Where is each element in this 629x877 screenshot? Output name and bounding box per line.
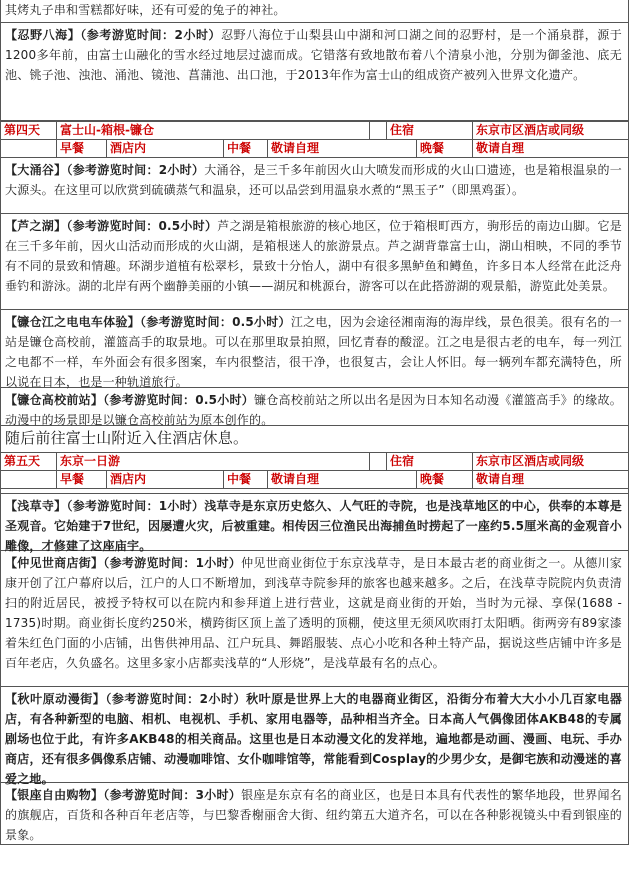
blank-cell [1,470,57,488]
section-ginza [0,783,629,845]
lunch-label: 中餐 [224,139,268,157]
section-title: 【秋叶原动漫街】（参考游览时间：2小时） [5,692,247,706]
breakfast-value: 酒店内 [107,470,224,488]
section-oshino-hakkai [0,23,629,121]
lunch-value: 敬请自理 [268,139,417,157]
section-akihabara [0,687,629,786]
intro-tail: 其烤丸子串和雪糕都好味，还有可爱的兔子的神社。 [0,0,629,23]
section-body: 银座是东京有名的商业区，也是日本具有代表性的繁华地段，世界闻名的旗舰店，百货和各种百年老店等，与巴黎香榭丽舍大街、纽约第五大道齐名，可以在各种影视镜头中看到银座的景象。 [5,788,623,842]
breakfast-value: 酒店内 [107,139,224,157]
spacer [370,122,387,139]
stay-value: 东京市区酒店或同级 [473,453,629,470]
dinner-value: 敬请自理 [473,470,629,488]
section-body: 浅草寺是东京历史悠久、人气旺的寺院，也是浅草地区的中心，供奉的本尊是圣观音。它始建于7世纪，因屡遭火灾，后被重建。相传因三位渔民出海捕鱼时捞起了一座约5.5厘米高的金观音小雕像，才修建了这座庙宇。 [5,499,622,553]
dinner-label: 晚餐 [417,470,473,488]
dinner-value: 敬请自理 [473,139,629,157]
day-label: 第四天 [1,122,57,139]
day-label: 第五天 [1,453,57,470]
section-title: 【芦之湖】（参考游览时间：0.5小时） [5,219,218,233]
section-kamakura-koko-mae [0,388,629,426]
day-5-header [0,452,629,489]
section-body: 大涌谷，是三千多年前因火山大喷发而形成的火山口遗迹，也是箱根温泉的一大源头。在这里可以欣赏到硫磺蒸气和温泉，还可以品尝到用温泉水煮的“黑玉子”（即黑鸡蛋）。 [5,163,622,197]
section-title: 【银座自由购物】（参考游览时间：3小时） [5,788,242,802]
section-title: 【大涌谷】（参考游览时间：2小时） [5,163,205,177]
section-title: 【仲见世商店街】（参考游览时间：1小时） [5,556,242,570]
section-body: 芦之湖是箱根旅游的核心地区，位于箱根町西方，驹形岳的南边山脚。它是在三千多年前，因火山活动而形成的火山湖，是箱根迷人的旅游景点。芦之湖背靠富士山，湖山相映，不同的季节有不同的景致和情趣。环湖步道植有松翠杉，景致十分怡人，湖中有很多黑鲈鱼和鳟鱼，许多日本人经常在此泛舟垂钓和游泳。湖的北岸有两个幽静美丽的小镇——湖尻和桃源台，游客可以在此搭游湖的观景船，游览此处美景。 [5,219,622,293]
section-title: 【镰仓江之电电车体验】（参考游览时间：0.5小时） [5,315,291,329]
lunch-label: 中餐 [224,470,268,488]
section-title: 【忍野八海】（参考游览时间：2小时） [5,28,222,42]
section-body: 镰仓高校前站之所以出名是因为日本知名动漫《灌篮高手》的缘故。动漫中的场景即是以镰仓高校前站为原本创作的。 [5,393,622,427]
spacer [370,453,387,470]
section-body: 忍野八海位于山梨县山中湖和河口湖之间的忍野村，是一个涌泉群，源于1200多年前，由富士山融化的雪水经过地层过滤而成。它错落有致地散布着八个清泉小池，分别为御釜池、底无池、铫子池、浊池、涌池、镜池、菖蒲池、出口池，于2013年作为富士山的组成资产被列入世界文化遗产。 [5,28,623,82]
section-body: 仲见世商业街位于东京浅草寺，是日本最古老的商业街之一。从德川家康开创了江户幕府以后，江户的人口不断增加，到浅草寺院参拜的旅客也越来越多。之后，在浅草寺院院内负责清扫的附近居民，被授予特权可以在院内和参拜道上进行营业，这就是商业街的开始，当时为元禄、享保(1688 - 1735)时期。商业街长度约250米，横跨街区顶上盖了透明的顶棚，使这里无须风吹雨打太阳晒。街两旁有89家漆着朱红色门面的小店铺，出售供神用品、江户玩具、舞蹈服装、点心小吃和各种土特产品，据说这些店铺中许多是百年老店，久负盛名。这里多家小店都卖浅草的“人形烧”，是浅草最有名的点心。 [5,556,623,670]
section-ashinoko [0,214,629,310]
stay-label: 住宿 [387,122,473,139]
blank-cell [1,139,57,157]
stay-label: 住宿 [387,453,473,470]
section-body: 秋叶原是世界上大的电器商业街区，沿街分布着大大小小几百家电器店，有各种新型的电脑、相机、电视机、手机、家用电器等，品种相当齐全。日本高人气偶像团体AKB48的专属剧场也位于此，有许多AKB48的相关商品。这里也是日本动漫文化的发祥地，遍地都是动画、漫画、电玩、手办商店，还有很多偶像系店铺、动漫咖啡馆、女仆咖啡馆等，常能看到Cosplay的少男少女，是御宅族和动漫迷的喜爱之地。 [5,692,622,786]
route-label: 东京一日游 [57,453,370,470]
transfer-note: 随后前往富士山附近入住酒店休息。 [0,426,629,452]
section-sensoji [0,493,629,551]
section-title: 【镰仓高校前站】（参考游览时间：0.5小时） [5,393,255,407]
section-enoden [0,310,629,388]
stay-value: 东京市区酒店或同级 [473,122,629,139]
route-label: 富士山-箱根-镰仓 [57,122,370,139]
section-title: 【浅草寺】（参考游览时间：1小时） [5,499,205,513]
breakfast-label: 早餐 [57,470,107,488]
section-body: 江之电，因为会途径湘南海的海岸线，景色很美。很有名的一站是镰仓高校前，灌篮高手的取景地。可以在那里取景拍照，回忆青春的酸涩。江之电是很古老的电车，每一列江之电都不一样，车外面会有很多图案，车内很整洁，很干净，也很复古，会让人怀旧。每一辆列车都充满特色，所以说在日本，也是一种轨道旅行。 [5,315,622,389]
day-4-header [0,121,629,158]
section-owakudani [0,158,629,214]
section-nakamise [0,551,629,687]
lunch-value: 敬请自理 [268,470,417,488]
breakfast-label: 早餐 [57,139,107,157]
dinner-label: 晚餐 [417,139,473,157]
